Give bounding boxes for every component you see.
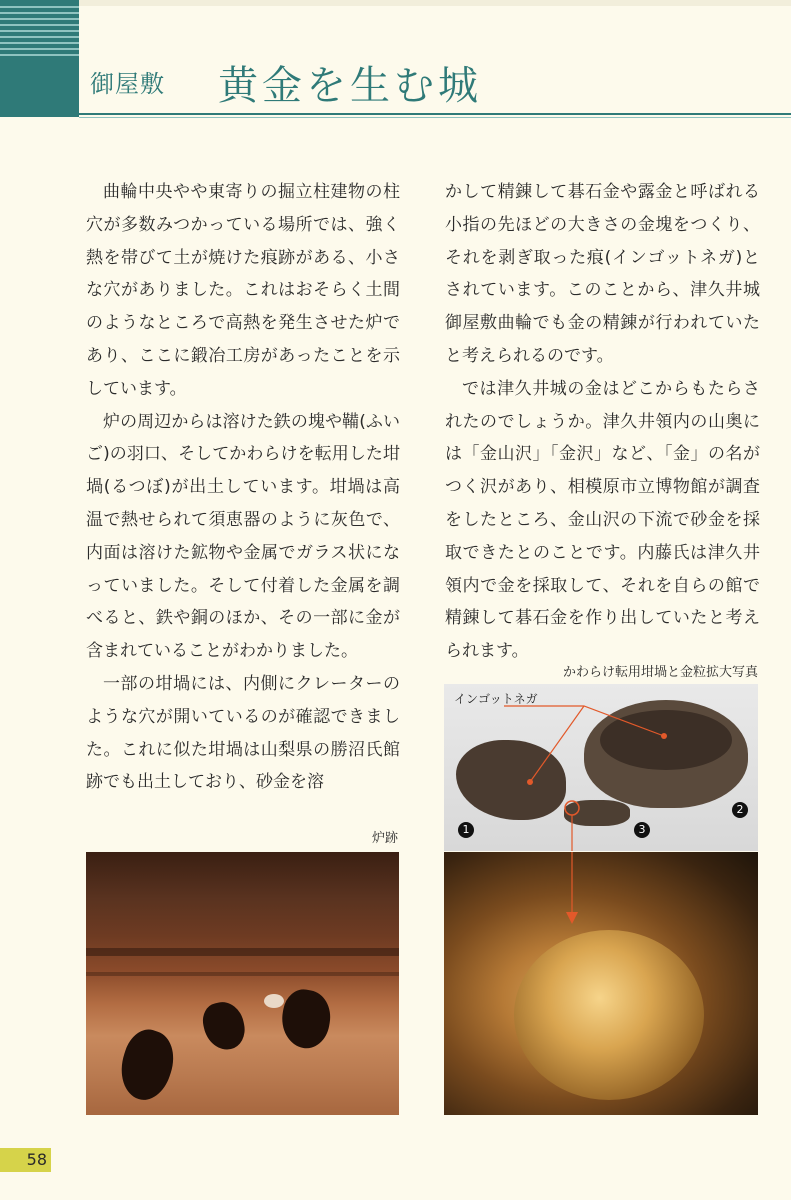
gold-grain [514, 930, 704, 1100]
paragraph: 炉の周辺からは溶けた鉄の塊や鞴(ふいご)の羽口、そしてかわらけを転用した坩堝(るつぼ)が出土しています。坩堝は高温で熱せられて須恵器のように灰色で、内面は溶けた鉱物や金属でガラス状になっていました。そして付着した金属を調べると、鉄や銅のほか、その一部に金が含まれていることがわかりました。 [86, 411, 400, 662]
paragraph: 曲輪中央やや東寄りの掘立柱建物の柱穴が多数みつかっている場所では、強く熱を帯びて土が焼けた痕跡がある、小さな穴がありました。これはおそらく土間のようなところで高熱を発生させた炉であり、ここに鍛冶工房があったことを示しています。 [86, 182, 400, 399]
paragraph: かして精錬して碁石金や露金と呼ばれる小指の先ほどの大きさの金塊をつくり、それを剥ぎ取った痕(インゴットネガ)とされています。このことから、津久井城御屋敷曲輪でも金の精錬が行われていたと考えられるのです。 [445, 182, 760, 366]
soil-layer [86, 948, 399, 956]
crucible-photo [444, 684, 758, 851]
marker-2: 2 [732, 802, 748, 818]
left-text-column [86, 176, 400, 799]
marker-1: 1 [458, 822, 474, 838]
right-text-column [445, 176, 760, 668]
top-border [79, 0, 791, 6]
gold-grain-photo [444, 852, 758, 1115]
furnace-photo [86, 852, 399, 1115]
header-color-block [0, 0, 79, 117]
post-hole [277, 986, 334, 1051]
callout-lines [444, 684, 758, 851]
soil-layer [86, 972, 399, 976]
section-label: 御屋敷 [90, 70, 165, 98]
ash-spot [264, 994, 284, 1008]
post-hole [199, 998, 248, 1053]
paragraph: では津久井城の金はどこからもたらされたのでしょうか。津久井領内の山奥には「金山沢」「金沢」など、「金」の名がつく沢があり、相模原市立博物館が調査をしたところ、金山沢の下流で砂金を採取できたとのことです。内藤氏は津久井領内で金を採取して、それを自らの館で精錬して碁石金を作り出していたと考えられます。 [445, 378, 760, 662]
furnace-caption: 炉跡 [371, 831, 398, 846]
crucible-caption: かわらけ転用坩堝と金粒拡大写真 [562, 665, 758, 680]
marker-3: 3 [634, 822, 650, 838]
page-title: 黄金を生む城 [218, 63, 482, 109]
header-stripes [0, 6, 79, 60]
page-number: 58 [0, 1148, 51, 1172]
post-hole [112, 1024, 181, 1106]
title-underline-thin [79, 117, 791, 118]
paragraph: 一部の坩堝には、内側にクレーターのような穴が開いているのが確認できました。これに似た坩堝は山梨県の勝沼氏館跡でも出土しており、砂金を溶 [86, 673, 400, 793]
ingot-negative-label: インゴットネガ [454, 692, 538, 706]
title-underline [79, 113, 791, 115]
